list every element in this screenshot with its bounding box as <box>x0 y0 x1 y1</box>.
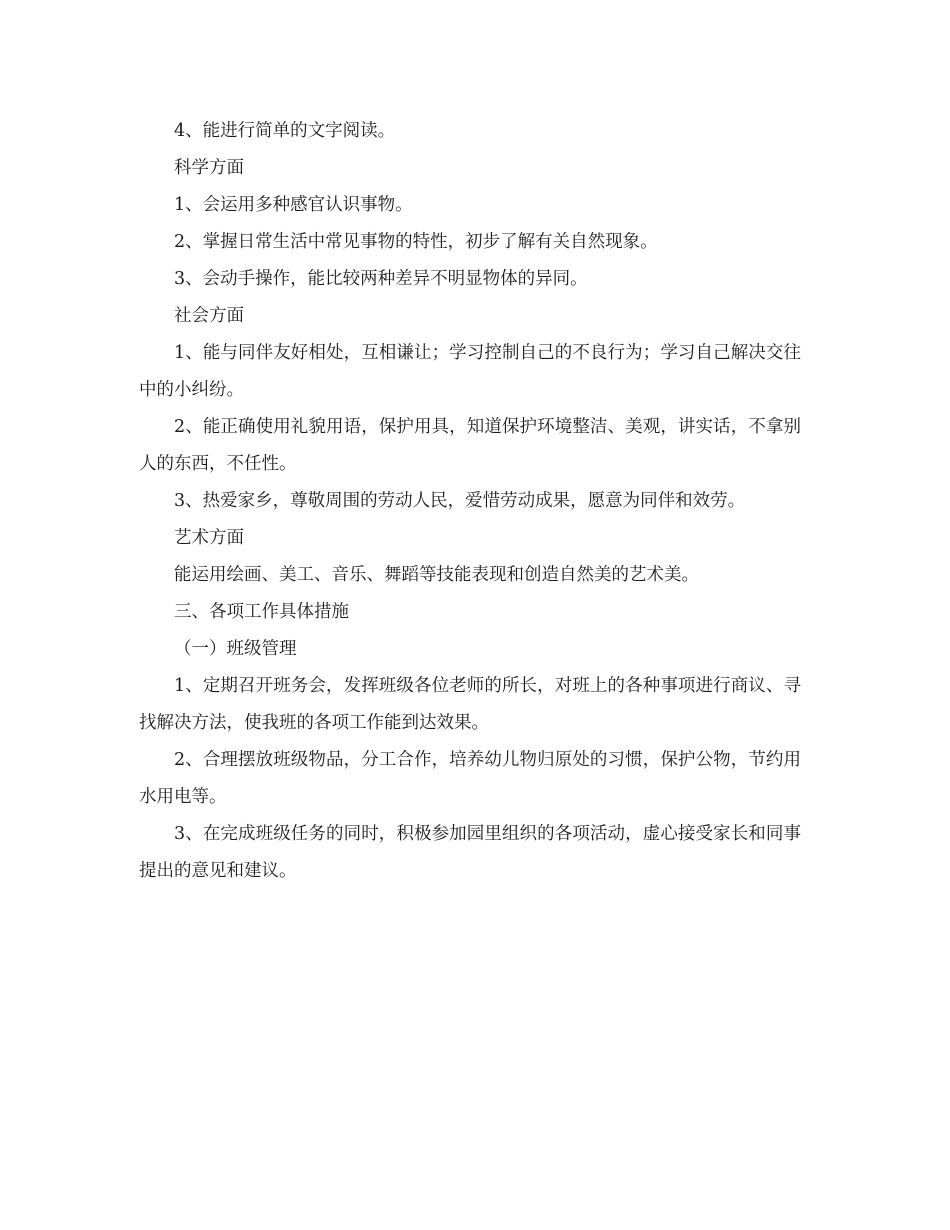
heading-class-management: （一）班级管理 <box>174 639 297 659</box>
paragraph-social-peers: 1、能与同伴友好相处，互相谦让；学习控制自己的不良行为；学习自己解决交往中的小纠纷。 <box>139 343 801 400</box>
paragraph-science-hands-on: 3、会动手操作，能比较两种差异不明显物体的异同。 <box>174 269 588 289</box>
paragraph-management-meetings: 1、定期召开班务会，发挥班级各位老师的所长，对班上的各种事项进行商议、寻找解决方法，使我班的各项工作能到达效果。 <box>139 676 801 733</box>
paragraph-social-hometown: 3、热爱家乡，尊敬周围的劳动人民，爱惜劳动成果，愿意为同伴和效劳。 <box>174 491 746 511</box>
paragraph-language-reading: 4、能进行简单的文字阅读。 <box>174 121 396 141</box>
heading-science: 科学方面 <box>174 158 244 178</box>
paragraph-science-features: 2、掌握日常生活中常见事物的特性，初步了解有关自然现象。 <box>174 232 658 252</box>
paragraph-science-senses: 1、会运用多种感官认识事物。 <box>174 195 413 215</box>
paragraph-management-items: 2、合理摆放班级物品，分工合作，培养幼儿物归原处的习惯，保护公物，节约用水用电等。 <box>139 750 801 807</box>
heading-social: 社会方面 <box>174 306 244 326</box>
heading-measures: 三、各项工作具体措施 <box>174 602 349 622</box>
paragraph-art-skills: 能运用绘画、美工、音乐、舞蹈等技能表现和创造自然美的艺术美。 <box>174 565 699 585</box>
heading-art: 艺术方面 <box>174 528 244 548</box>
paragraph-social-manners: 2、能正确使用礼貌用语，保护用具，知道保护环境整洁、美观，讲实话，不拿别人的东西，不任性。 <box>139 417 801 474</box>
paragraph-management-activities: 3、在完成班级任务的同时，积极参加园里组织的各项活动，虚心接受家长和同事提出的意见和建议。 <box>139 824 801 881</box>
document-body <box>139 113 801 890</box>
